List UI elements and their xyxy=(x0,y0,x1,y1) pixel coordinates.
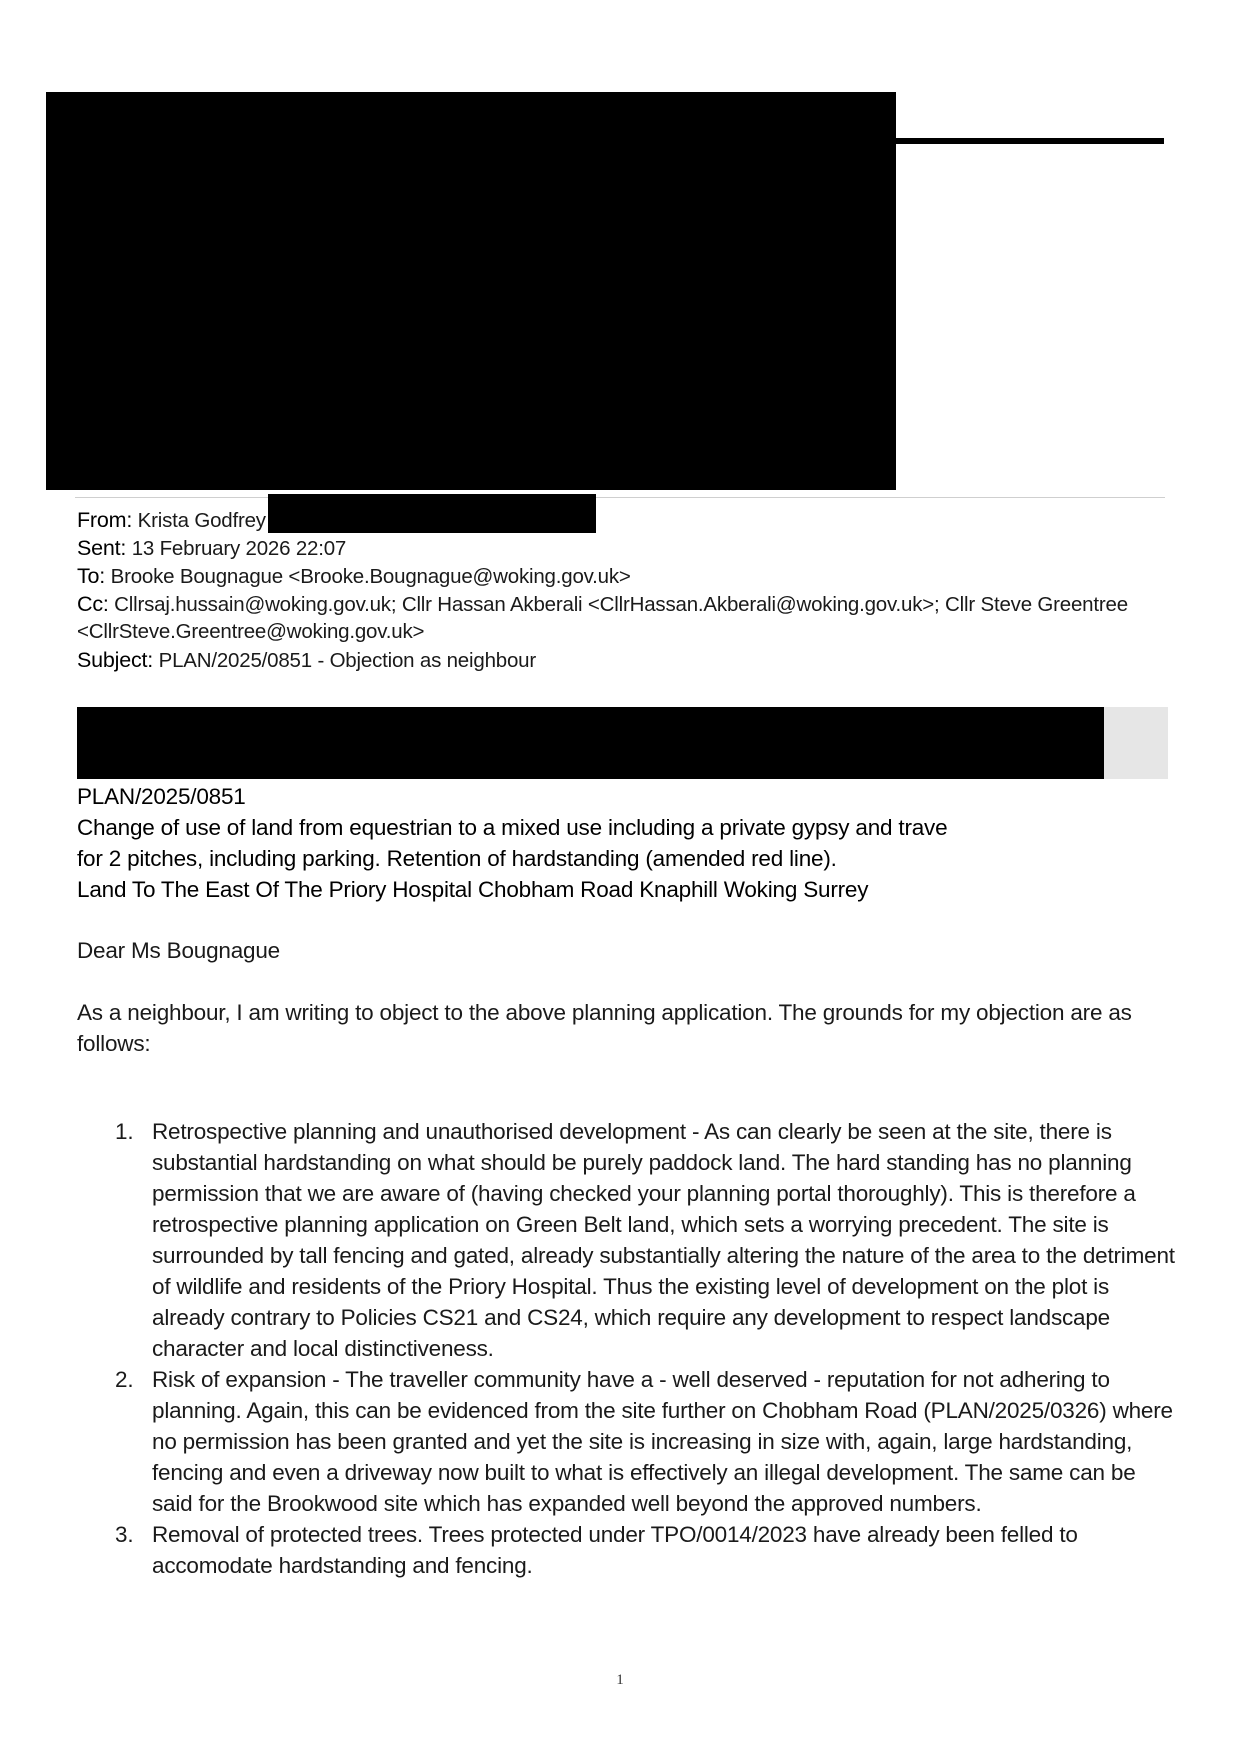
cc-line-continued xyxy=(77,618,424,646)
list-item xyxy=(77,1116,1177,1364)
application-address: Land To The East Of The Priory Hospital Chobham Road Knaphill Woking Surrey xyxy=(77,877,869,902)
header-separator xyxy=(75,497,1165,498)
list-item-text: Risk of expansion - The traveller community have a - well deserved - reputation for not adhering to planning. Again, this can be evidenced from the site further on Chobham Road (PLAN/2025/0326) where no permission has been granted and yet the site is increasing in size with, again, large hardstanding, fencing and even a driveway now built to what is effectively an illegal development. The same can be said for the Brookwood site which has expanded well beyond the approved numbers. xyxy=(152,1367,1173,1516)
application-desc-line1: Change of use of land from equestrian to a mixed use including a private gypsy and trave xyxy=(77,815,948,840)
subject-line xyxy=(77,646,536,675)
redaction-from-email xyxy=(268,494,596,533)
list-item-text: Removal of protected trees. Trees protected under TPO/0014/2023 have already been felled to accomodate hardstanding and fencing. xyxy=(152,1522,1078,1578)
redaction-banner xyxy=(77,707,1104,779)
cc-value-line2: <CllrSteve.Greentree@woking.gov.uk> xyxy=(77,620,425,643)
to-line xyxy=(77,562,631,591)
subject-label: Subject: xyxy=(77,648,154,672)
sent-line xyxy=(77,534,346,563)
objection-list xyxy=(77,1116,1177,1581)
from-label: From: xyxy=(77,508,133,532)
to-value: Brooke Bougnague <Brooke.Bougnague@woking.gov.uk> xyxy=(110,565,631,588)
header-rule-thick xyxy=(894,138,1164,144)
cc-line xyxy=(77,590,1128,619)
cc-label: Cc: xyxy=(77,592,109,616)
application-desc-line2: for 2 pitches, including parking. Retention of hardstanding (amended red line). xyxy=(77,846,837,871)
intro-paragraph: As a neighbour, I am writing to object to the above planning application. The grounds for my objection are as follows: xyxy=(77,1000,1132,1056)
list-item-number: 2. xyxy=(115,1367,134,1392)
list-item-text: Retrospective planning and unauthorised development - As can clearly be seen at the site, there is substantial hardstanding on what should be purely paddock land. The hard standing has no planning permission that we are aware of (having checked your planning portal thoroughly). This is therefore a retrospective planning application on Green Belt land, which sets a worrying precedent. The site is surrounded by tall fencing and gated, already substantially altering the nature of the area to the detriment of wildlife and residents of the Priory Hospital. Thus the existing level of development on the plot is already contrary to Policies CS21 and CS24, which require any development to respect landscape character and local distinctiveness. xyxy=(152,1119,1175,1361)
from-value: Krista Godfrey xyxy=(137,509,266,532)
list-item-number: 3. xyxy=(115,1522,134,1547)
list-item xyxy=(77,1519,1177,1581)
list-item xyxy=(77,1364,1177,1519)
list-item-number: 1. xyxy=(115,1119,134,1144)
sent-value: 13 February 2026 22:07 xyxy=(131,537,347,560)
salutation: Dear Ms Bougnague xyxy=(77,938,280,963)
sent-label: Sent: xyxy=(77,536,127,560)
application-ref: PLAN/2025/0851 xyxy=(77,784,246,809)
page-number: 1 xyxy=(616,1672,624,1688)
redaction-block-top xyxy=(46,92,896,490)
to-label: To: xyxy=(77,564,106,588)
cc-value-line1: Cllrsaj.hussain@woking.gov.uk; Cllr Hassan Akberali <CllrHassan.Akberali@woking.gov.uk>; Cllr Steve Greentree xyxy=(114,593,1128,616)
subject-value: PLAN/2025/0851 - Objection as neighbour xyxy=(158,649,536,672)
from-line xyxy=(77,506,266,535)
